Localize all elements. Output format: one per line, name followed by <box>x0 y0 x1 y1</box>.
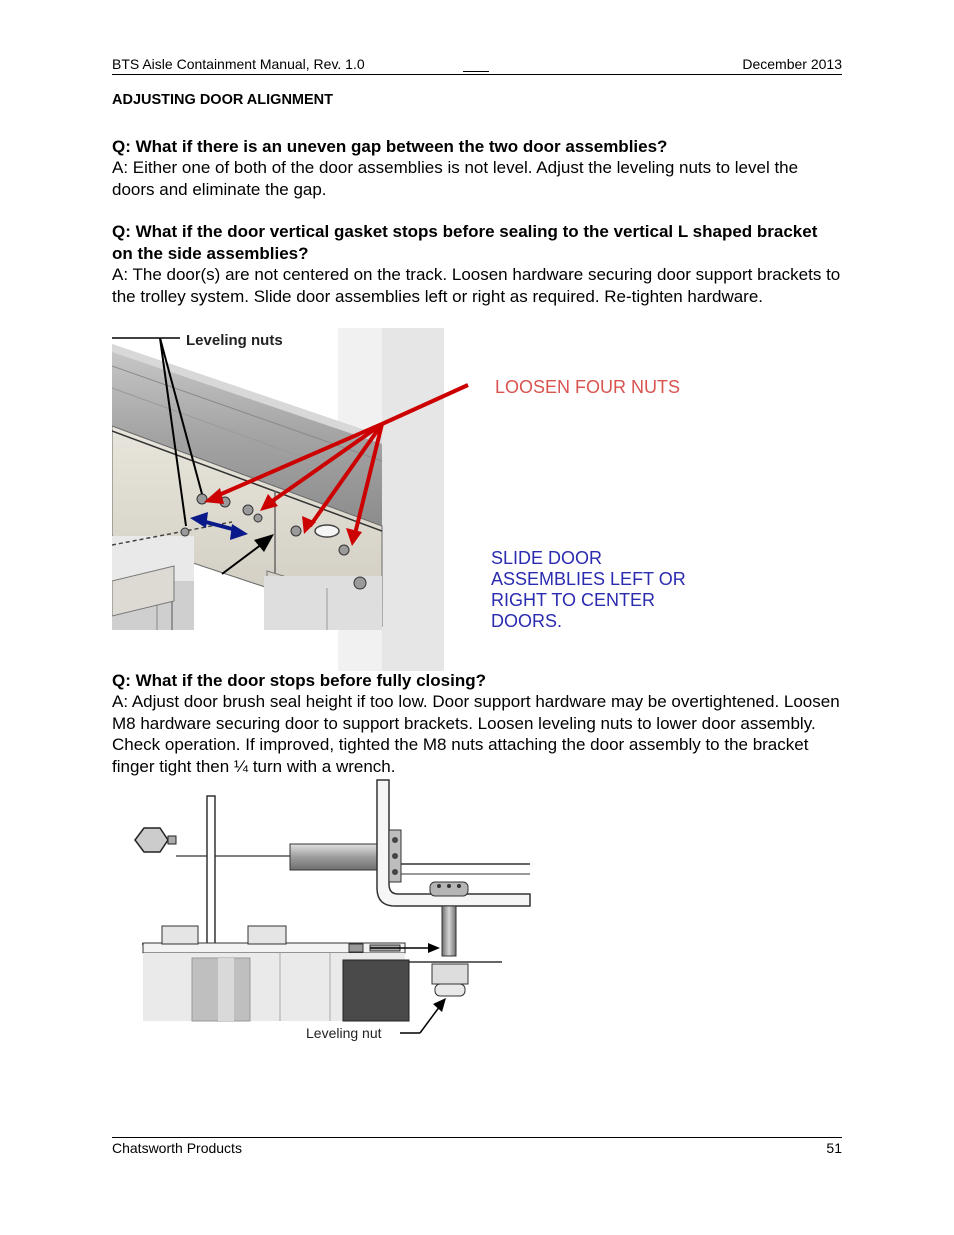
slide-label-line-1: SLIDE DOOR <box>491 548 603 568</box>
page-number: 51 <box>826 1140 842 1156</box>
footer-company: Chatsworth Products <box>112 1140 242 1156</box>
leveling-nut <box>432 964 468 996</box>
vertical-bolt <box>442 906 456 956</box>
hex-bolt <box>135 828 176 852</box>
footer-rule <box>112 1137 842 1138</box>
slide-label-line-2: ASSEMBLIES LEFT OR <box>491 569 686 589</box>
answer-3: A: Adjust door brush seal height if too low. Door support hardware may be overtightened. Loosen M8 hardware securing door to support brackets. Loosen leveling nuts to lower door assembly. Check operation. If improved, tighted the M8 nuts attaching the door assembly to the bracket finger tight then ¼ turn with a wrench. <box>112 692 840 776</box>
header-rule <box>112 74 842 75</box>
standoff <box>290 844 378 870</box>
header-date: December 2013 <box>742 56 842 72</box>
answer-1: A: Either one of both of the door assemblies is not level. Adjust the leveling nuts to level the doors and eliminate the gap. <box>112 158 799 199</box>
question-2: Q: What if the door vertical gasket stops before sealing to the vertical L shaped bracket on the side assemblies? <box>112 222 818 263</box>
section-title: ADJUSTING DOOR ALIGNMENT <box>112 92 333 108</box>
question-1: Q: What if there is an uneven gap between the two door assemblies? <box>112 137 668 156</box>
leveling-nuts-label: Leveling nuts <box>186 332 283 349</box>
header-title: BTS Aisle Containment Manual, Rev. 1.0 <box>112 56 365 72</box>
leveling-nut-label: Leveling nut <box>306 1025 382 1041</box>
header-spacer <box>463 56 489 72</box>
slide-label-line-4: DOORS. <box>491 611 563 631</box>
loosen-four-nuts-label: LOOSEN FOUR NUTS <box>495 377 681 397</box>
slide-label-line-3: RIGHT TO CENTER <box>491 590 656 610</box>
answer-2: A: The door(s) are not centered on the track. Loosen hardware securing door support brackets to the trolley system. Slide door assemblies left or right as required. Re-tighten hardware. <box>112 265 841 306</box>
bracket-figure <box>130 778 550 1048</box>
question-3: Q: What if the door stops before fully closing? <box>112 671 486 690</box>
vertical-plate <box>207 796 215 944</box>
door-alignment-figure <box>112 326 712 671</box>
